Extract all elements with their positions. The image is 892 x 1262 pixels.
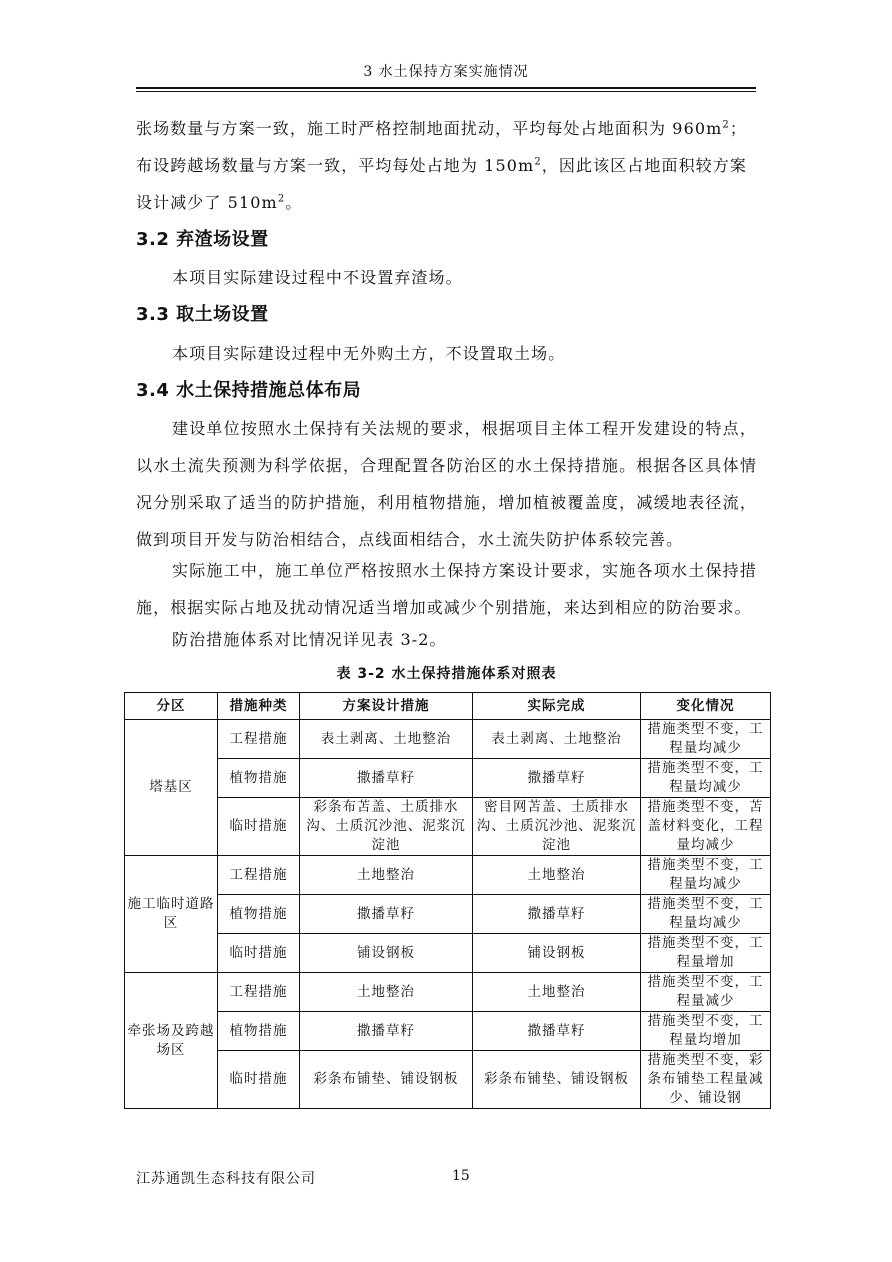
zone-cell: 牵张场及跨越场区 [125, 973, 218, 1109]
header-measure-type: 措施种类 [218, 693, 300, 720]
section-3-3-title: 3.3 取土场设置 [136, 304, 269, 325]
measure-type-cell: 工程措施 [218, 720, 300, 759]
section-3-4-paragraph-1: 建设单位按照水土保持有关法规的要求，根据项目主体工程开发建设的特点，以水土流失预测为科学依据，合理配置各防治区的水土保持措施。根据各区具体情况分别采取了适当的防护措施，利用植物措施，增加植被覆盖度，减缓地表径流，做到项目开发与防治相结合，点线面相结合，水土流失防护体系较完善。 [136, 419, 757, 549]
change-cell: 措施类型不变，工程量均减少 [641, 895, 771, 934]
header-rule-thick [136, 87, 756, 89]
zone-cell: 施工临时道路区 [125, 856, 218, 973]
planned-cell: 彩条布苫盖、土质排水沟、土质沉沙池、泥浆沉淀池 [300, 798, 473, 856]
measure-type-cell: 临时措施 [218, 798, 300, 856]
table-row [125, 1051, 771, 1109]
actual-cell: 铺设钢板 [473, 934, 641, 973]
table-header-row [125, 693, 771, 720]
measure-type-cell: 植物措施 [218, 895, 300, 934]
table-row [125, 856, 771, 895]
header-zone: 分区 [125, 693, 218, 720]
measure-type-cell: 植物措施 [218, 1012, 300, 1051]
table-row [125, 1012, 771, 1051]
table-row [125, 720, 771, 759]
table-row [125, 798, 771, 856]
running-header: 3 水土保持方案实施情况 [363, 64, 529, 80]
intro-line-3: 设计减少了 $510m^2$。 [136, 193, 303, 212]
table-row [125, 934, 771, 973]
change-cell: 措施类型不变，工程量增加 [641, 934, 771, 973]
header-rule-thin [136, 91, 756, 92]
actual-cell: 表土剥离、土地整治 [473, 720, 641, 759]
footer-company: 江苏通凯生态科技有限公司 [136, 1171, 316, 1187]
actual-cell: 密目网苫盖、土质排水沟、土质沉沙池、泥浆沉淀池 [473, 798, 641, 856]
actual-cell: 彩条布铺垫、铺设钢板 [473, 1051, 641, 1109]
planned-cell: 铺设钢板 [300, 934, 473, 973]
actual-cell: 土地整治 [473, 856, 641, 895]
change-cell: 措施类型不变，工程量均减少 [641, 720, 771, 759]
planned-cell: 土地整治 [300, 856, 473, 895]
intro-line-1: 张场数量与方案一致，施工时严格控制地面扰动，平均每处占地面积为 $960m^2$； [136, 119, 747, 138]
section-3-4-paragraph-2: 实际施工中，施工单位严格按照水土保持方案设计要求，实施各项水土保持措施，根据实际占地及扰动情况适当增加或减少个别措施，来达到相应的防治要求。 [136, 561, 757, 617]
measure-type-cell: 临时措施 [218, 934, 300, 973]
change-cell: 措施类型不变，工程量均减少 [641, 759, 771, 798]
measure-type-cell: 工程措施 [218, 973, 300, 1012]
header-change: 变化情况 [641, 693, 771, 720]
planned-cell: 土地整治 [300, 973, 473, 1012]
change-cell: 措施类型不变，工程量均减少 [641, 856, 771, 895]
section-3-2-text: 本项目实际建设过程中不设置弃渣场。 [172, 268, 463, 287]
planned-cell: 撒播草籽 [300, 895, 473, 934]
section-3-4-paragraph-3: 防治措施体系对比情况详见表 3-2。 [172, 630, 447, 649]
page-number: 15 [452, 1168, 470, 1184]
planned-cell: 彩条布铺垫、铺设钢板 [300, 1051, 473, 1109]
measure-type-cell: 临时措施 [218, 1051, 300, 1109]
intro-paragraph [136, 110, 757, 221]
change-cell: 措施类型不变，彩条布铺垫工程量减少、铺设钢 [641, 1051, 771, 1109]
section-3-2-title: 3.2 弃渣场设置 [136, 229, 269, 250]
table-caption: 表 3-2 水土保持措施体系对照表 [336, 666, 557, 682]
change-cell: 措施类型不变，工程量均增加 [641, 1012, 771, 1051]
change-cell: 措施类型不变，苫盖材料变化，工程量均减少 [641, 798, 771, 856]
actual-cell: 土地整治 [473, 973, 641, 1012]
measure-type-cell: 植物措施 [218, 759, 300, 798]
table-row [125, 973, 771, 1012]
planned-cell: 撒播草籽 [300, 759, 473, 798]
section-3-4-title: 3.4 水土保持措施总体布局 [136, 380, 362, 401]
planned-cell: 表土剥离、土地整治 [300, 720, 473, 759]
actual-cell: 撒播草籽 [473, 895, 641, 934]
zone-cell: 塔基区 [125, 720, 218, 856]
actual-cell: 撒播草籽 [473, 1012, 641, 1051]
actual-cell: 撒播草籽 [473, 759, 641, 798]
table-row [125, 895, 771, 934]
change-cell: 措施类型不变，工程量减少 [641, 973, 771, 1012]
table-row [125, 759, 771, 798]
measure-type-cell: 工程措施 [218, 856, 300, 895]
header-actual-completed: 实际完成 [473, 693, 641, 720]
measures-comparison-table [124, 692, 771, 1109]
header-planned-measures: 方案设计措施 [300, 693, 473, 720]
section-3-3-text: 本项目实际建设过程中无外购土方，不设置取土场。 [172, 344, 566, 363]
planned-cell: 撒播草籽 [300, 1012, 473, 1051]
intro-line-2: 布设跨越场数量与方案一致，平均每处占地为 $150m^2$，因此该区占地面积较方案 [136, 156, 747, 175]
